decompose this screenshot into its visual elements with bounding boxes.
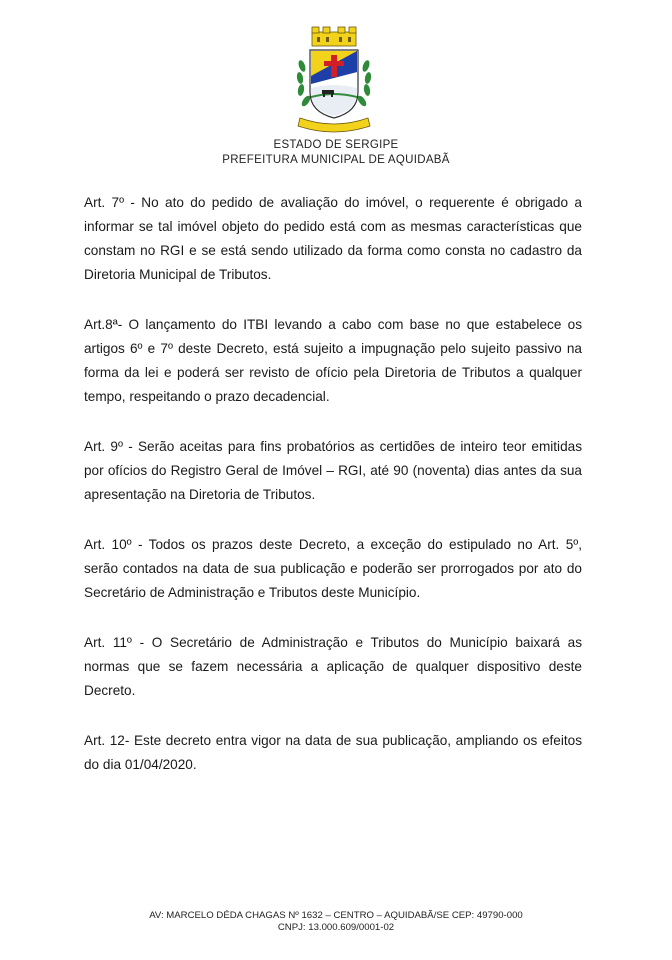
- page-footer: [0, 910, 672, 934]
- state-name: ESTADO DE SERGIPE: [273, 139, 399, 151]
- letterhead: [0, 138, 672, 168]
- article-8: Art.8ª- O lançamento do ITBI levando a cabo com base no que estabelece os artigos 6º e 7º deste Decreto, está sujeito a impugnação pelo sujeito passivo na forma da lei e poderá ser revisto de ofício pela Diretoria de Tributos a qualquer tempo, respeitando o prazo decadencial.: [84, 317, 582, 404]
- footer-cnpj: CNPJ: 13.000.609/0001-02: [277, 922, 395, 933]
- article-7: Art. 7º - No ato do pedido de avaliação do imóvel, o requerente é obrigado a informar se tal imóvel objeto do pedido está com as mesmas características que constam no RGI e se está sendo utilizado da forma como consta no cadastro da Diretoria Municipal de Tributos.: [84, 195, 582, 282]
- article-11: Art. 11º - O Secretário de Administração e Tributos do Município baixará as normas que se fazem necessária a aplicação de qualquer dispositivo deste Decreto.: [84, 635, 582, 698]
- municipal-crest-icon: [292, 26, 376, 136]
- decree-articles: [84, 191, 582, 803]
- article-12: Art. 12- Este decreto entra vigor na data de sua publicação, ampliando os efeitos do dia 01/04/2020.: [84, 733, 582, 772]
- municipality-name: PREFEITURA MUNICIPAL DE AQUIDABÃ: [222, 154, 450, 166]
- footer-address: AV: MARCELO DÉDA CHAGAS Nº 1632 – CENTRO – AQUIDABÃ/SE CEP: 49790-000: [149, 910, 523, 921]
- article-10: Art. 10º - Todos os prazos deste Decreto, a exceção do estipulado no Art. 5º, serão contados na data de sua publicação e poderão ser prorrogados por ato do Secretário de Administração e Tributos deste Município.: [84, 537, 582, 600]
- article-9: Art. 9º - Serão aceitas para fins probatórios as certidões de inteiro teor emitidas por ofícios do Registro Geral de Imóvel – RGI, até 90 (noventa) dias antes da sua apresentação na Diretoria de Tributos.: [84, 439, 582, 502]
